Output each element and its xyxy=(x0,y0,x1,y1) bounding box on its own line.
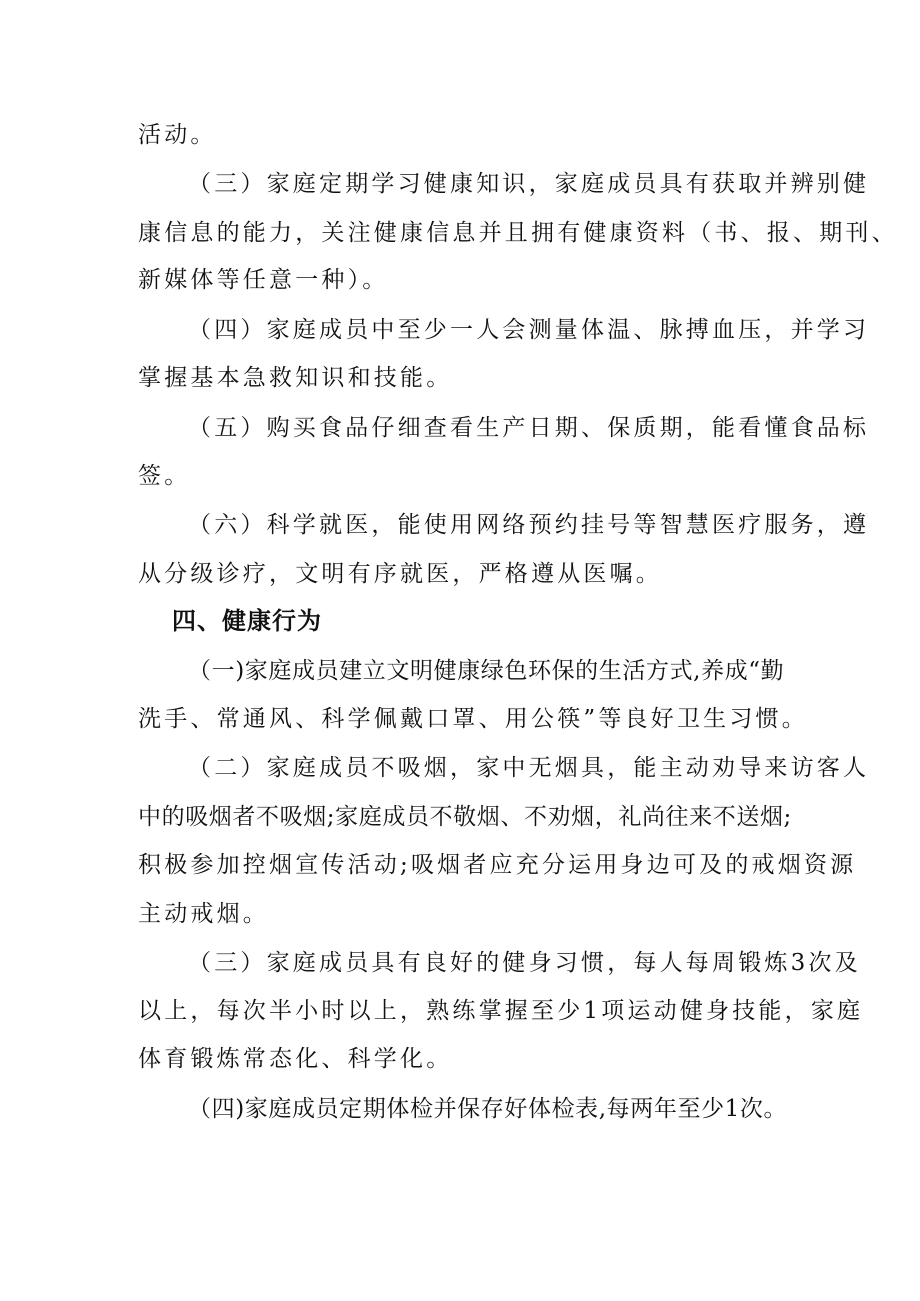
text-line: 新媒体等任意一种）。 xyxy=(138,267,389,293)
text-line: 洗手、常通风、科学佩戴口罩、用公筷”等良好卫生习惯。 xyxy=(138,706,808,732)
text-line: 从分级诊疗，文明有序就医，严格遵从医嘱。 xyxy=(138,561,662,587)
text-line: （二）家庭成员不吸烟，家中无烟具，能主动劝导来访客人 xyxy=(188,755,870,781)
text-line: 掌握基本急救知识和技能。 xyxy=(138,365,453,391)
text-line: 体育锻炼常态化、科学化。 xyxy=(138,1046,453,1072)
text-line: （五）购买食品仔细查看生产日期、保质期，能看懂食品标 xyxy=(188,415,870,441)
text-line: 以上，每次半小时以上，熟练掌握至少1项运动健身技能，家庭 xyxy=(138,998,864,1024)
text-line: 积极参加控烟宣传活动;吸烟者应充分运用身边可及的戒烟资源 xyxy=(138,852,857,878)
text-line: （一)家庭成员建立文明健康绿色环保的生活方式,养成“勤 xyxy=(188,658,785,684)
text-line: 活动。 xyxy=(138,122,217,148)
text-line: （四)家庭成员定期体检并保存好体检表,每两年至少1次。 xyxy=(188,1096,788,1122)
text-line: 中的吸烟者不吸烟;家庭成员不敬烟、不劝烟，礼尚往来不送烟; xyxy=(138,804,792,830)
text-line: （四）家庭成员中至少一人会测量体温、脉搏血压，并学习 xyxy=(188,317,870,343)
text-line: （六）科学就医，能使用网络预约挂号等智慧医疗服务，遵 xyxy=(188,512,870,538)
text-line: 康信息的能力，关注健康信息并且拥有健康资料（书、报、期刊、 xyxy=(138,220,898,246)
text-line: （三）家庭成员具有良好的健身习惯，每人每周锻炼3次及 xyxy=(188,950,861,976)
text-line: 主动戒烟。 xyxy=(138,901,269,927)
text-line: 签。 xyxy=(138,463,191,489)
section-heading: 四、健康行为 xyxy=(172,607,322,635)
text-line: （三）家庭定期学习健康知识，家庭成员具有获取并辨别健 xyxy=(188,171,870,197)
